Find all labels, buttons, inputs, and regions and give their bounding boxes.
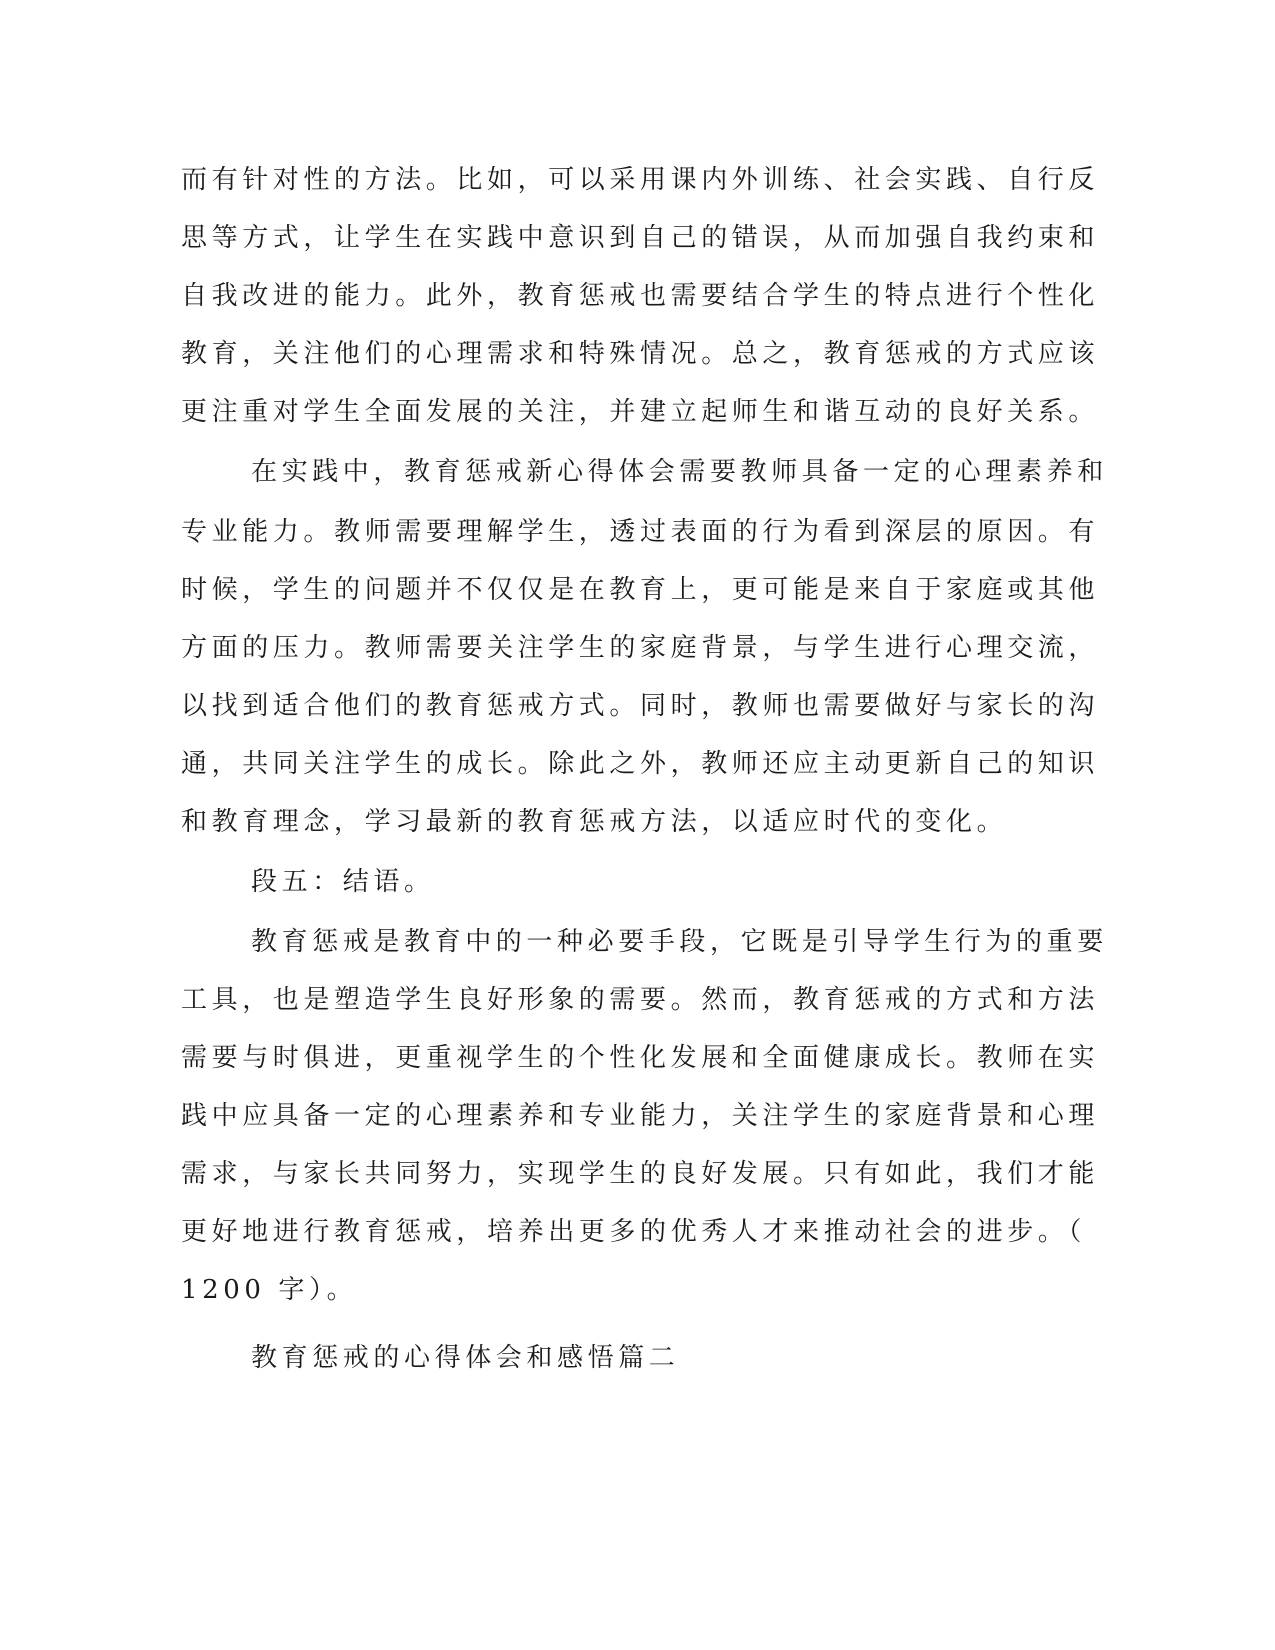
text-line: 专业能力。教师需要理解学生，透过表面的行为看到深层的原因。有 xyxy=(181,517,1100,547)
text-line: 自我改进的能力。此外，教育惩戒也需要结合学生的特点进行个性化 xyxy=(181,281,1100,311)
section-heading: 段五：结语。 xyxy=(251,867,435,897)
text-line: 践中应具备一定的心理素养和专业能力，关注学生的家庭背景和心理 xyxy=(181,1101,1100,1131)
paragraph-start-line: 在实践中，教育惩戒新心得体会需要教师具备一定的心理素养和 xyxy=(251,457,1108,487)
text-line: 方面的压力。教师需要关注学生的家庭背景，与学生进行心理交流， xyxy=(181,633,1100,663)
text-line: 而有针对性的方法。比如，可以采用课内外训练、社会实践、自行反 xyxy=(181,165,1100,195)
text-line: 需求，与家长共同努力，实现学生的良好发展。只有如此，我们才能 xyxy=(181,1159,1100,1189)
text-line: 更好地进行教育惩戒，培养出更多的优秀人才来推动社会的进步。（ xyxy=(181,1217,1087,1247)
text-line: 更注重对学生全面发展的关注，并建立起师生和谐互动的良好关系。 xyxy=(181,397,1100,427)
article-title: 教育惩戒的心得体会和感悟篇二 xyxy=(251,1343,680,1373)
text-line: 通，共同关注学生的成长。除此之外，教师还应主动更新自己的知识 xyxy=(181,749,1100,779)
text-line: 1200 字）。 xyxy=(181,1275,358,1305)
text-line: 和教育理念，学习最新的教育惩戒方法，以适应时代的变化。 xyxy=(181,807,1008,837)
text-line: 以找到适合他们的教育惩戒方式。同时，教师也需要做好与家长的沟 xyxy=(181,691,1100,721)
text-line: 教育，关注他们的心理需求和特殊情况。总之，教育惩戒的方式应该 xyxy=(181,339,1100,369)
text-line: 时候，学生的问题并不仅仅是在教育上，更可能是来自于家庭或其他 xyxy=(181,575,1100,605)
text-line: 需要与时俱进，更重视学生的个性化发展和全面健康成长。教师在实 xyxy=(181,1043,1100,1073)
paragraph-start-line: 教育惩戒是教育中的一种必要手段，它既是引导学生行为的重要 xyxy=(251,927,1108,957)
text-line: 思等方式，让学生在实践中意识到自己的错误，从而加强自我约束和 xyxy=(181,223,1100,253)
text-line: 工具，也是塑造学生良好形象的需要。然而，教育惩戒的方式和方法 xyxy=(181,985,1100,1015)
